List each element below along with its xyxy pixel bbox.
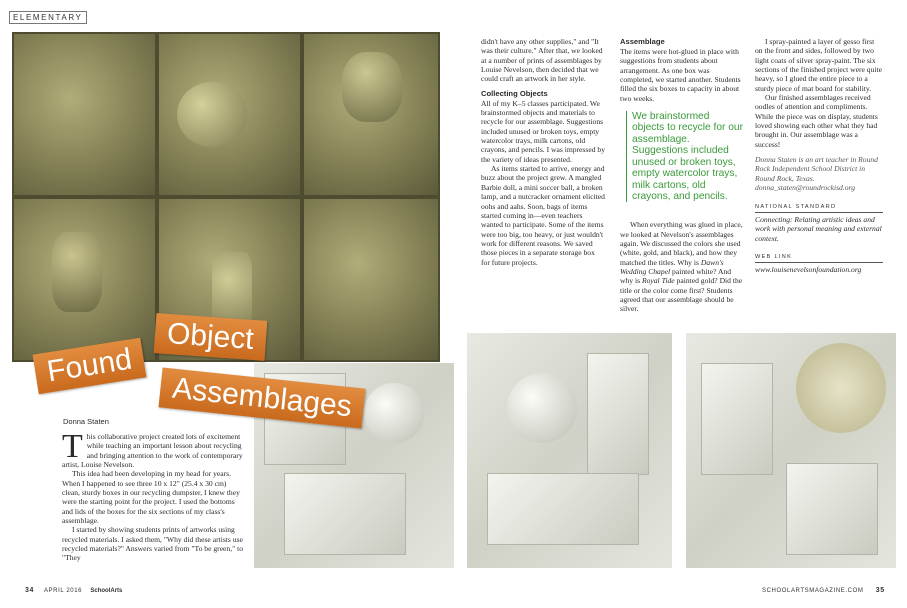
footer-right [762,587,885,594]
right-page-number: 35 [875,587,885,594]
web-link-url[interactable]: www.louisenevelsonfoundation.org [755,265,862,275]
national-standard-text: Connecting: Relating artistic ideas and work with personal meaning and external context. [755,214,882,243]
column-collecting [481,37,605,267]
heading-assemblage: Assemblage [620,37,665,46]
intro-paragraph-3: I started by showing students prints of artworks using recycled materials. I asked them, "Why did these artists use recycled materials?" Answers varied from "To be green," to "They [62,525,244,563]
byline: Donna Staten [63,417,109,426]
web-link-label: WEB LINK [755,253,793,260]
magazine-name: SchoolArts [90,588,123,594]
white-assemblage-photo-3 [686,333,896,568]
title-word-object: Object [154,313,267,361]
intro-column [62,428,246,563]
magazine-website: SCHOOLARTSMAGAZINE.COM [762,588,864,594]
column-finish [755,37,883,275]
footer-left [25,587,122,594]
assemblage-paragraph-2: When everything was glued in place, we looked at Nevelson's assemblages again. We discussed the colors she used (white, gold, and black), and how they matched the titles. Why is Dawn's Wedding Chapel painted white? And why is Royal Tide painted gold? Did the title or the color come first? Students agreed that our assemblage should be silver. [620,220,743,314]
gold-assemblage-photo [12,32,440,362]
author-bio: Donna Staten is an art teacher in Round Rock Independent School District in Round Rock, Texas. donna_staten@roundrockisd.org [755,155,878,193]
standard-divider [755,212,883,213]
issue-date: APRIL 2016 [43,588,83,594]
intro-paragraph-1: his collaborative project created lots of excitement while teaching an important lesson about recycling and bringing attention to the work of contemporary artist, Louise Nevelson. [62,432,243,470]
white-assemblage-photo-2 [467,333,672,568]
collecting-paragraph-2: As items started to arrive, energy and buzz about the project grew. A mangled Barbie doll, a mini soccer ball, a broken lamp, and a nutcracker ornament elicited oohs and aahs. Soon, bags of items started coming in—even teachers wanted to participate. Some of the items were too big, too heavy, or just wouldn't work for different reasons. We saved those pieces in a separate storage box for future projects. [481,164,605,267]
column-assemblage [620,37,744,314]
pull-quote: We brainstormed objects to recycle for our assemblage. Suggestions included unused or broken toys, empty watercolor trays, milk cartons, old crayons, and pencils. [626,111,744,202]
heading-collecting-objects: Collecting Objects [481,88,548,98]
title-word-found: Found [33,338,147,395]
national-standard-label: NATIONAL STANDARD [755,203,837,210]
continued-paragraph: didn't have any other supplies," and "It was their culture." After that, we looked at a number of prints of assemblages by Louise Nevelson, then decided that we could craft an artwork in her style. [481,37,603,84]
drop-cap: T [62,428,83,465]
assemblage-paragraph-1: The items were hot-glued in place with suggestions from students about arrangement. As one box was completed, we started another. Students filled the six boxes to capacity in about two weeks. [620,47,741,103]
collecting-paragraph-1: All of my K–5 classes participated. We brainstormed objects and materials to recycle for our assemblage. Suggestions included unused or broken toys, empty watercolor trays, milk cartons, old crayons, and pencils. I was impressed by the variety of ideas presented. [481,98,605,164]
web-link-divider [755,262,883,263]
left-page-number: 34 [25,587,34,594]
title-word-assemblages: Assemblages [158,367,365,428]
finish-paragraph-1: I spray-painted a layer of gesso first on the front and sides, followed by two light coats of silver spray-paint. The six sections of the finished project were quite heavy, so I glued the entire piece to a sturdy piece of mat board for stability. [755,37,882,93]
intro-paragraph-2: This idea had been developing in my head for years. When I happened to see three 10 x 12" (25.4 x 30 cm) clean, sturdy boxes in our recycling dumpster, I knew they were the starting point for the project. I used the bottoms and lids of the boxes for the six sections of my class's assemblage. [62,469,240,526]
finish-paragraph-2: Our finished assemblages received oodles of attention and compliments. While the piece was on display, students loved showing each other what they had brought in. Our assemblage was a success! [755,93,878,149]
section-tag: ELEMENTARY [9,11,87,24]
